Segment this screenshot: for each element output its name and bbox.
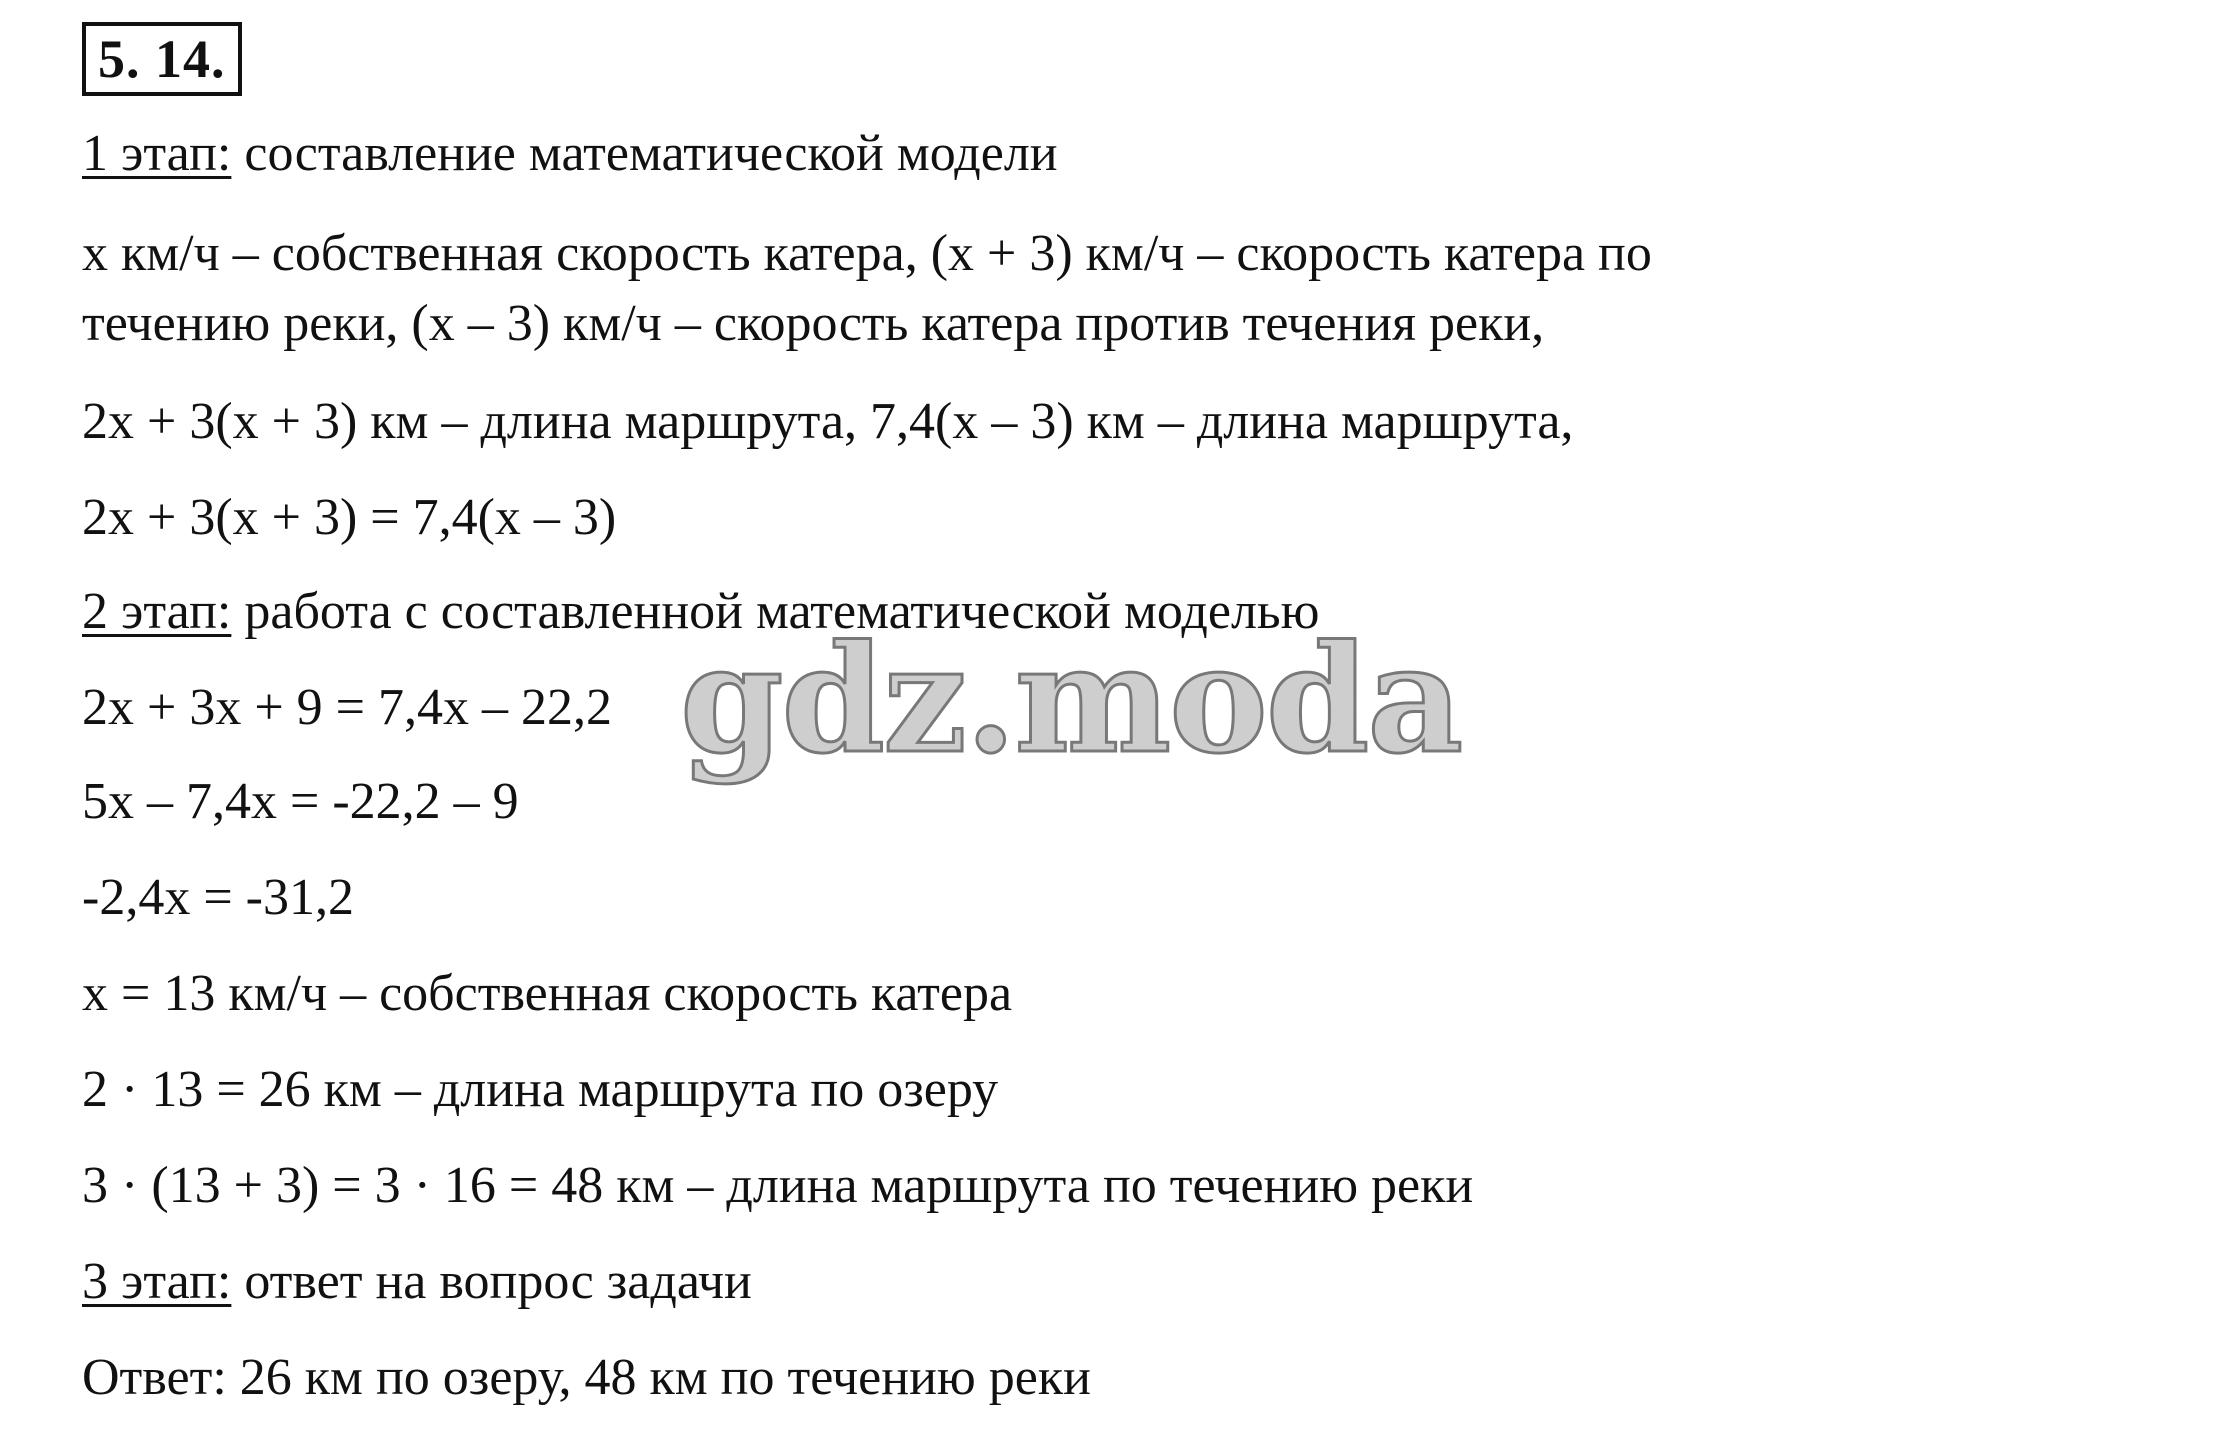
stage-3-label: 3 этап: bbox=[82, 1253, 232, 1310]
stage-1-title: составление математической модели bbox=[244, 125, 1058, 182]
stage-3-heading bbox=[82, 1252, 752, 1312]
model-line-3: 2x + 3(x + 3) км – длина маршрута, 7,4(x – 3) км – длина маршрута, bbox=[82, 393, 1574, 450]
problem-number: 5. 14. bbox=[82, 22, 242, 96]
solution-line-2: 5x – 7,4x = -22,2 – 9 bbox=[82, 773, 519, 830]
model-line-2: течению реки, (x – 3) км/ч – скорость катера против течения реки, bbox=[82, 295, 1545, 352]
solution-line-6: 3 · (13 + 3) = 3 · 16 = 48 км – длина маршрута по течению реки bbox=[82, 1157, 1474, 1214]
solution-line-4: x = 13 км/ч – собственная скорость катера bbox=[82, 965, 1013, 1022]
stage-2-title: работа с составленной математической моделью bbox=[244, 583, 1320, 640]
stage-2-label: 2 этап: bbox=[82, 583, 232, 640]
stage-1-label: 1 этап: bbox=[82, 125, 232, 182]
watermark: gdz.moda bbox=[680, 612, 1462, 786]
answer-line: Ответ: 26 км по озеру, 48 км по течению реки bbox=[82, 1349, 1091, 1406]
solution-line-3: -2,4x = -31,2 bbox=[82, 869, 354, 926]
solution-line-5: 2 · 13 = 26 км – длина маршрута по озеру bbox=[82, 1061, 999, 1118]
stage-1-heading bbox=[82, 124, 1058, 184]
model-line-1: x км/ч – собственная скорость катера, (x + 3) км/ч – скорость катера по bbox=[82, 225, 1652, 282]
stage-3-title: ответ на вопрос задачи bbox=[244, 1253, 752, 1310]
solution-line-1: 2x + 3x + 9 = 7,4x – 22,2 bbox=[82, 679, 612, 736]
model-equation: 2x + 3(x + 3) = 7,4(x – 3) bbox=[82, 489, 617, 546]
